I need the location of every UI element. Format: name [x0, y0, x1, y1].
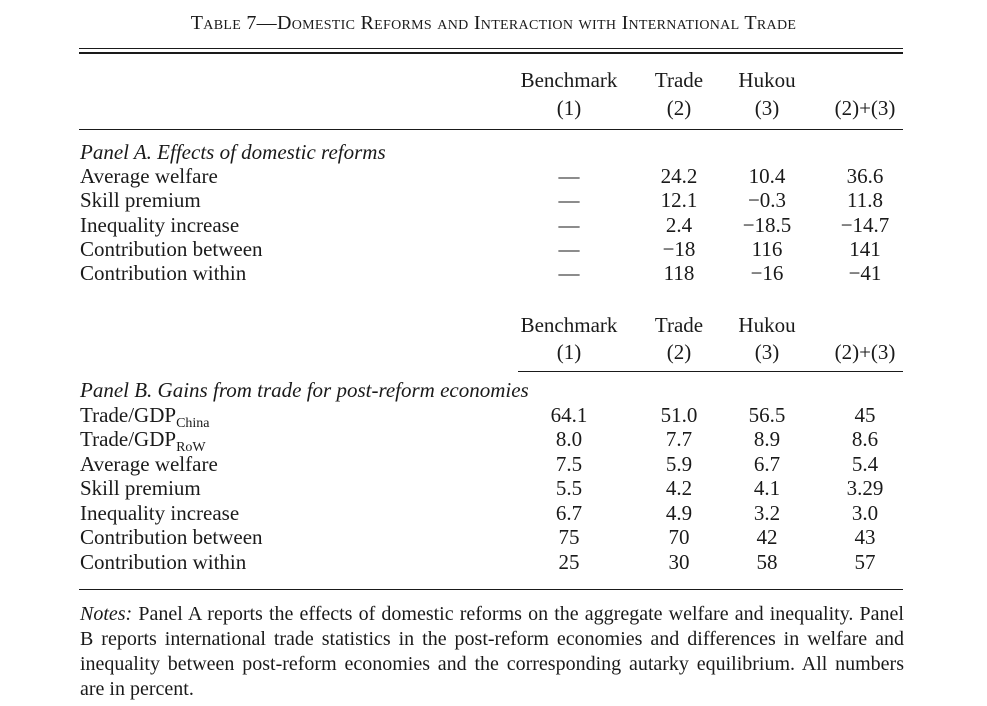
panel-b-heading: Panel B. Gains from trade for post-reform economies	[80, 378, 529, 402]
cell: 45	[854, 403, 876, 427]
cell: 3.0	[851, 501, 879, 525]
panel-a-heading: Panel A. Effects of domestic reforms	[80, 140, 386, 164]
cell: 8.9	[753, 427, 781, 451]
col-number-2-b: (2)	[666, 340, 692, 364]
col-number-2: (2)	[666, 96, 692, 120]
cell: 7.7	[665, 427, 693, 451]
cell: 3.2	[753, 501, 781, 525]
cell: 8.6	[851, 427, 879, 451]
cell: 6.7	[753, 452, 781, 476]
cell: 3.29	[846, 476, 884, 500]
cell: 7.5	[555, 452, 583, 476]
row-label: Skill premium	[80, 476, 201, 500]
notes-text: Panel A reports the effects of domestic reforms on the aggregate welfare and inequality. Panel B reports international trade statistics in the post-reform economies and differences in welfare and inequality between post-reform economies and the corresponding autarky equilibrium. All numbers are in percent.	[80, 603, 904, 700]
col-number-1-b: (1)	[556, 340, 582, 364]
col-header-hukou-b: Hukou	[738, 313, 796, 337]
cell: 141	[849, 237, 881, 261]
header-rule-a	[79, 129, 903, 130]
col-number-3: (3)	[754, 96, 780, 120]
cell: −18.5	[742, 213, 792, 237]
cell: 4.1	[753, 476, 781, 500]
cell: −16	[750, 261, 784, 285]
row-label: Contribution within	[80, 261, 247, 285]
cell: —	[558, 237, 580, 261]
cell: —	[558, 213, 580, 237]
col-header-trade-b: Trade	[654, 313, 704, 337]
cell: —	[558, 188, 580, 212]
col-header-hukou: Hukou	[738, 68, 796, 92]
row-label-subscript: RoW	[176, 440, 206, 455]
col-header-trade: Trade	[654, 68, 704, 92]
cell: —	[558, 261, 580, 285]
cell: 11.8	[847, 188, 883, 212]
bottom-rule	[79, 589, 903, 590]
cell: 64.1	[550, 403, 588, 427]
row-label: Inequality increase	[80, 501, 240, 525]
col-number-1: (1)	[556, 96, 582, 120]
row-label: Contribution between	[80, 237, 263, 261]
row-label: Contribution between	[80, 525, 263, 549]
col-header-benchmark-b: Benchmark	[520, 313, 618, 337]
row-label: Average welfare	[80, 164, 218, 188]
col-number-2-plus-3-b: (2)+(3)	[834, 340, 896, 364]
row-label: Trade/$GDP_{China}$	[80, 403, 210, 431]
cell: 57	[854, 550, 876, 574]
cell: 43	[854, 525, 876, 549]
cell: 36.6	[846, 164, 884, 188]
col-number-3-b: (3)	[754, 340, 780, 364]
cell: 12.1	[660, 188, 698, 212]
cell: 30	[668, 550, 690, 574]
cell: 70	[668, 525, 690, 549]
notes-lead: Notes:	[80, 603, 133, 625]
row-label: Contribution within	[80, 550, 247, 574]
row-label: Skill premium	[80, 188, 201, 212]
cell: 10.4	[748, 164, 786, 188]
cell: —	[558, 164, 580, 188]
cell: 118	[663, 261, 695, 285]
cell: −18	[662, 237, 696, 261]
cell: 51.0	[660, 403, 698, 427]
cell: 6.7	[555, 501, 583, 525]
cell: 5.9	[665, 452, 693, 476]
cell: 42	[756, 525, 778, 549]
cell: 8.0	[555, 427, 583, 451]
cell: 56.5	[748, 403, 786, 427]
top-double-rule-upper	[79, 48, 903, 49]
top-double-rule-lower	[79, 52, 903, 54]
cell: 75	[558, 525, 580, 549]
cell: 4.2	[665, 476, 693, 500]
header-rule-b	[518, 371, 903, 372]
row-label: Inequality increase	[80, 213, 240, 237]
row-label: Average welfare	[80, 452, 218, 476]
cell: 24.2	[660, 164, 698, 188]
cell: −41	[848, 261, 882, 285]
cell: −0.3	[747, 188, 787, 212]
col-number-2-plus-3: (2)+(3)	[834, 96, 896, 120]
table-title: Table 7—Domestic Reforms and Interaction with International Trade	[190, 12, 797, 34]
row-label: Trade/$GDP_{RoW}$	[80, 427, 206, 455]
cell: 5.5	[555, 476, 583, 500]
cell: 116	[751, 237, 783, 261]
cell: 5.4	[851, 452, 879, 476]
cell: −14.7	[840, 213, 890, 237]
table-notes	[80, 602, 904, 702]
cell: 58	[756, 550, 778, 574]
cell: 2.4	[665, 213, 693, 237]
cell: 4.9	[665, 501, 693, 525]
row-label-subscript: China	[176, 416, 210, 431]
col-header-benchmark: Benchmark	[520, 68, 618, 92]
cell: 25	[558, 550, 580, 574]
